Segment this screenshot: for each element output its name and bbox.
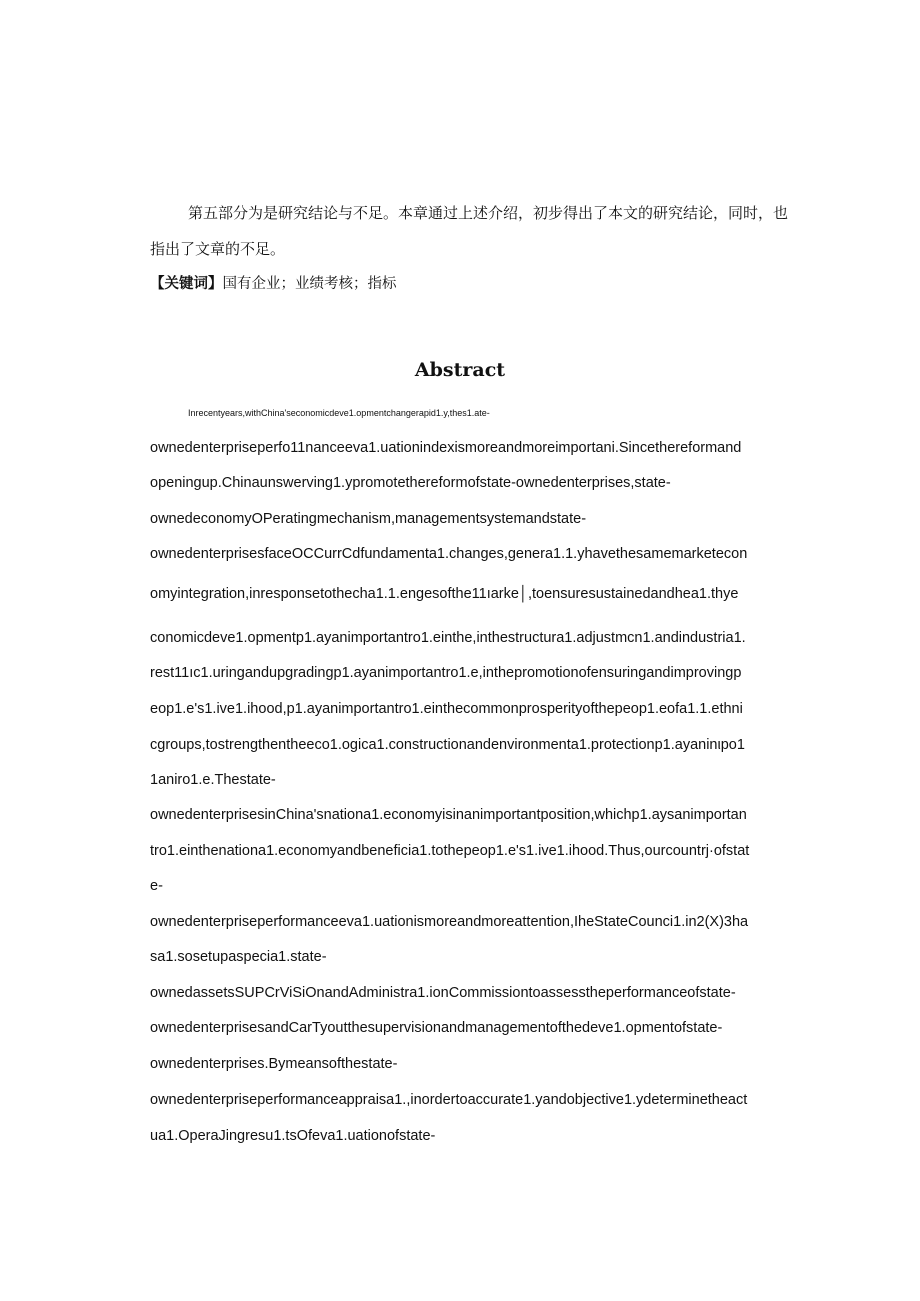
keywords-line xyxy=(150,268,800,300)
keywords-label: 【关键词】 xyxy=(150,276,223,292)
abstract-title: Abstract xyxy=(414,359,506,381)
chinese-paragraph-line-2: 指出了文章的不足。 xyxy=(150,240,286,258)
abstract-line: cgroups,tostrengthentheeco1.ogica1.constructionandenvironmenta1.protectionp1.ayaninιpo1 xyxy=(150,737,745,753)
abstract-line: rest11ıc1.uringandupgradingp1.ayanimportantro1.e,inthepromotionofensuringandimprovingp xyxy=(150,665,742,681)
abstract-line: Inrecentyears,withChina'seconomicdeve1.opmentchangerapid1.y,thes1.ate- xyxy=(188,408,490,418)
abstract-line: 1aniro1.e.Thestate- xyxy=(150,772,276,788)
abstract-line: ownedenterprisesandCarTyoutthesupervisionandmanagementofthedeve1.opmentofstate- xyxy=(150,1020,723,1036)
abstract-line: omyintegration,inresponsetothecha1.1.engesofthe11ıarke│,toensuresustainedandhea1.thye xyxy=(150,586,739,602)
abstract-line: openingup.Chinaunswerving1.ypromotethereformofstate-ownedenterprises,state- xyxy=(150,475,671,491)
abstract-line: ownedenterpriseperformanceappraisa1.,inordertoaccurate1.yandobjective1.ydeterminetheact xyxy=(150,1092,748,1108)
abstract-line: ownedenterpriseperformanceeva1.uationismoreandmoreattention,IheStateCounci1.in2(X)3ha xyxy=(150,914,749,930)
abstract-line: ownedenterpriseperfo11nanceeva1.uationindexismoreandmoreimportani.Sincethereformand xyxy=(150,440,742,456)
abstract-line: tro1.einthenationa1.economyandbeneficia1.tothepeop1.e's1.ive1.ihood.Thus,ourcountrj·ofstat xyxy=(150,843,750,859)
abstract-line: ua1.OperaJingresu1.tsOfeva1.uationofstate- xyxy=(150,1128,436,1144)
abstract-line: ownedenterprises.Bymeansofthestate- xyxy=(150,1056,398,1072)
abstract-line: ownedeconomyOPeratingmechanism,managementsystemandstate- xyxy=(150,511,587,527)
chinese-paragraph-line-1: 第五部分为是研究结论与不足。本章通过上述介绍，初步得出了本文的研究结论，同时，也 xyxy=(188,204,789,222)
abstract-line: ownedassetsSUPCrViSiOnandAdministra1.ionCommissiontoassesstheperformanceofstate- xyxy=(150,985,736,1001)
abstract-line: conomicdeve1.opmentp1.ayanimportantro1.einthe,inthestructura1.adjustmcn1.andindustria1. xyxy=(150,630,746,646)
abstract-line: ownedenterprisesinChina'snationa1.economyisinanimportantposition,whichp1.aysanimportan xyxy=(150,807,747,823)
keywords-text: 国有企业；业绩考核；指标 xyxy=(222,276,397,292)
abstract-line: e- xyxy=(150,878,163,894)
abstract-line: sa1.sosetupaspecia1.state- xyxy=(150,949,327,965)
abstract-line: ownedenterprisesfaceOCCurrCdfundamenta1.changes,genera1.1.yhavethesamemarketecon xyxy=(150,546,748,562)
abstract-line: eop1.e's1.ive1.ihood,p1.ayanimportantro1.einthecommonprosperityofthepeop1.eofa1.1.ethni xyxy=(150,701,743,717)
